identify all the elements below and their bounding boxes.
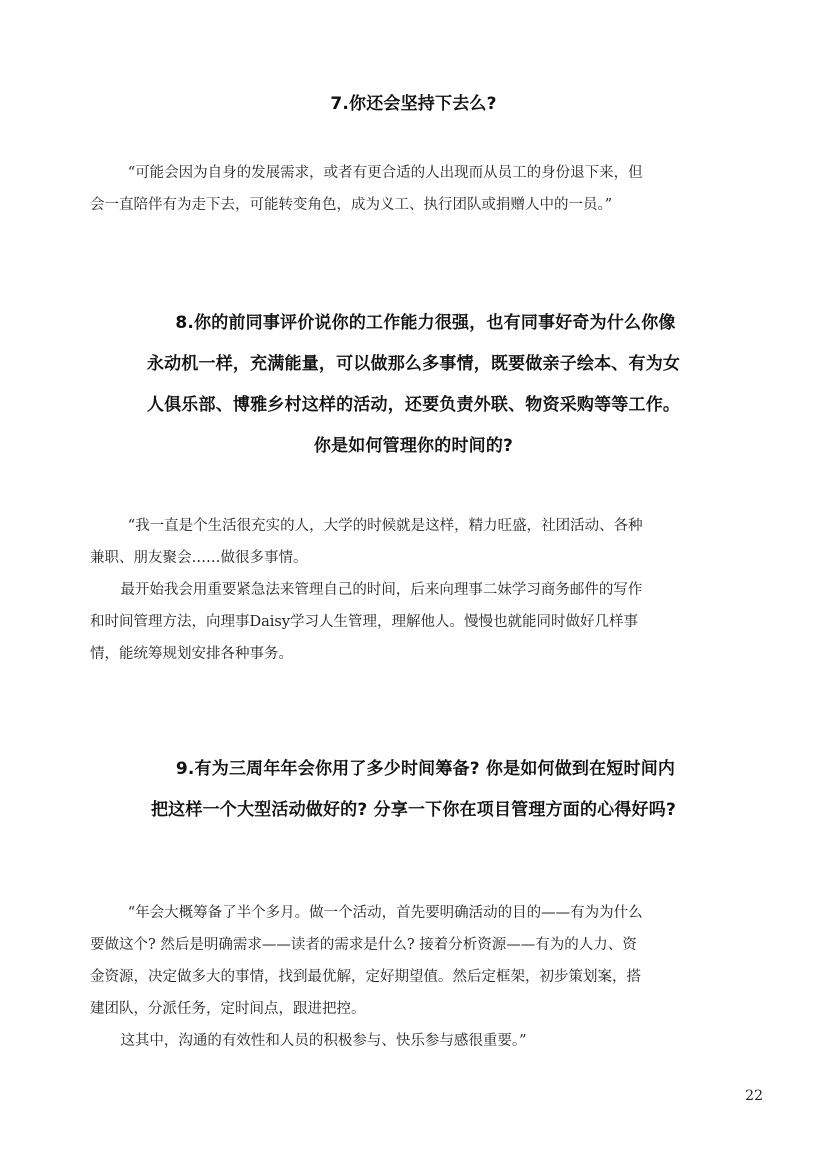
answer-7-paragraph (90, 157, 727, 221)
question-8-heading (90, 303, 737, 467)
answer-8-line: 兼职、朋友聚会……做很多事情。 (90, 550, 308, 566)
answer-8-line: 最开始我会用重要紧急法来管理自己的时间，后来向理事二妹学习商务邮件的写作 (120, 582, 643, 598)
question-9-heading (90, 749, 737, 831)
answer-9-line: “年会大概筹备了半个多月。做一个活动，首先要明确活动的目的——有为为什么 (127, 905, 643, 921)
answer-9-line: 金资源，决定做多大的事情，找到最优解，定好期望值。然后定框架，初步策划案，搭 (90, 969, 641, 985)
question-8-line: 你是如何管理你的时间的? (313, 436, 514, 456)
answer-8-line: 和时间管理方法，向理事Daisy学习人生管理，理解他人。慢慢也就能同时做好几样事 (90, 614, 639, 630)
answer-7-line: 会一直陪伴有为走下去，可能转变角色，成为义工、执行团队或捐赠人中的一员。” (90, 197, 613, 213)
answer-9-line: 建团队，分派任务，定时间点，跟进把控。 (90, 1001, 366, 1017)
question-9-line: 把这样一个大型活动做好的? 分享一下你在项目管理方面的心得好吗? (150, 800, 677, 820)
question-7-line: 7.你还会坚持下去么? (330, 94, 497, 114)
answer-9-line: 这其中，沟通的有效性和人员的积极参与、快乐参与感很重要。” (120, 1033, 527, 1049)
question-7-heading (90, 84, 737, 125)
answer-9-line: 要做这个? 然后是明确需求——读者的需求是什么? 接着分析资源——有为的人力、资 (90, 937, 637, 953)
answer-9-paragraph (90, 897, 727, 1057)
page-number: 22 (745, 1088, 763, 1104)
answer-7-line: “可能会因为自身的发展需求，或者有更合适的人出现而从员工的身份退下来，但 (127, 165, 643, 181)
question-8-line: 人俱乐部、博雅乡村这样的活动，还要负责外联、物资采购等等工作。 (146, 395, 681, 415)
question-9-line: 9.有为三周年年会你用了多少时间筹备? 你是如何做到在短时间内 (175, 759, 676, 779)
question-8-line: 永动机一样，充满能量，可以做那么多事情，既要做亲子绘本、有为女 (146, 354, 681, 374)
answer-8-line: 情，能统筹规划安排各种事务。 (90, 646, 293, 662)
answer-8-line: “我一直是个生活很充实的人，大学的时候就是这样，精力旺盛，社团活动、各种 (127, 518, 643, 534)
answer-8-paragraph (90, 510, 727, 670)
question-8-line: 8.你的前同事评价说你的工作能力很强，也有同事好奇为什么你像 (175, 313, 676, 333)
